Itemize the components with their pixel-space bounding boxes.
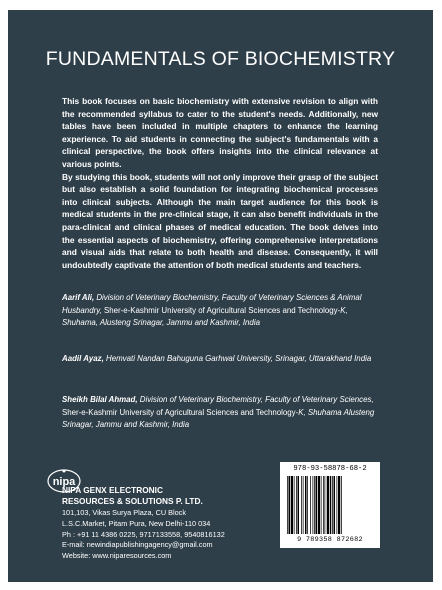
email-line: E-mail: newindiapublishingagency@gmail.com xyxy=(62,540,213,550)
author-entry xyxy=(62,394,380,432)
isbn-number: 978-93-58878-68-2 xyxy=(293,465,367,473)
author-name: Aarif Ali, xyxy=(62,293,95,302)
barcode-bar xyxy=(341,476,342,534)
barcode-bar xyxy=(321,476,322,534)
address-line: 101,103, Vikas Surya Plaza, CU Block xyxy=(62,508,186,517)
barcode-bar xyxy=(327,476,329,534)
author-affiliation: Division of Veterinary Biochemistry, Faculty of Veterinary Sciences, xyxy=(139,395,374,404)
barcode-bar xyxy=(289,476,291,534)
book-description xyxy=(62,95,378,271)
barcode-bars xyxy=(286,476,374,534)
author-entry xyxy=(62,292,380,330)
author-name: Aadil Ayaz, xyxy=(62,354,104,363)
barcode-bar xyxy=(298,476,300,534)
author-name: Sheikh Bilal Ahmad, xyxy=(62,395,138,404)
website-line: Website: www.niparesources.com xyxy=(62,551,172,561)
barcode-bar xyxy=(332,476,333,534)
back-cover xyxy=(8,10,433,582)
barcode-bar xyxy=(337,476,338,534)
publisher-name-line: NIPA GENX ELECTRONIC xyxy=(62,485,163,495)
author-affiliation: K, Shuhama Alusteng Srinagar, Jammu and Kashmir, India xyxy=(62,407,375,429)
barcode-bar xyxy=(287,476,288,534)
book-title: FUNDAMENTALS OF BIOCHEMISTRY xyxy=(45,48,396,70)
author-affiliation: Sher-e-Kashmir University of Agricultural Sciences and Technology- xyxy=(103,305,341,315)
barcode-bar xyxy=(305,476,307,534)
barcode-bar xyxy=(323,476,324,534)
barcode-bar xyxy=(313,476,314,534)
barcode-bar xyxy=(307,476,308,534)
isbn-barcode xyxy=(280,462,380,548)
barcode-bar xyxy=(303,476,304,534)
description-paragraph: This book focuses on basic biochemistry with extensive revision to align with the recommended syllabus to cater to the student's needs. Additionally, new tables have been included in multiple chapters to enhance the learning experience. To aid students in connecting the subject's fundamentals with a clinical perspective, the book offers insights into the clinical relevance at various points. xyxy=(62,96,378,169)
barcode-bar xyxy=(294,476,295,534)
barcode-bar xyxy=(310,476,311,534)
phone-line: Ph : +91 11 4386 0225, 9717133558, 9540816132 xyxy=(62,529,225,539)
publisher-name-line: RESOURCES & SOLUTIONS P. LTD. xyxy=(62,496,203,506)
logo-dot xyxy=(63,470,66,473)
author-entry xyxy=(62,353,380,366)
barcode-bar xyxy=(330,476,332,534)
author-affiliation: Hemvati Nandan Bahuguna Garhwal University, Srinagar, Uttarakhand India xyxy=(106,354,372,363)
description-paragraph: By studying this book, students will not only improve their grasp of the subject but also establish a solid foundation for integrating biochemical processes into clinical subjects. Although the main target audience for this book is medical students in the pre-clinical stage, it can also benefit individuals in the para-clinical and clinical phases of medical education. The book delves into the essential aspects of biochemistry, offering comprehensive interpretations and visual aids that relate to both health and disease. Consequently, it will undoubtedly captivate the attention of both medical students and teachers. xyxy=(62,171,378,270)
barcode-bar xyxy=(338,476,340,534)
barcode-bar xyxy=(314,476,315,534)
barcode-bar xyxy=(291,476,293,534)
address-line: L.S.C.Market, Pitam Pura, New Delhi-110 034 xyxy=(62,518,211,528)
publisher-contact xyxy=(62,508,225,562)
barcode-bar xyxy=(316,476,318,534)
barcode-bar xyxy=(325,476,326,534)
barcode-digits: 9 789358 872682 xyxy=(297,536,363,544)
barcode-bar xyxy=(301,476,302,534)
logo-text: nipa xyxy=(52,476,76,488)
author-affiliation: Division of Veterinary Biochemistry, Faculty of Veterinary Sciences & Animal Husbandry, xyxy=(62,293,362,315)
barcode-bar xyxy=(318,476,320,534)
barcode-bar xyxy=(296,476,297,534)
barcode-bar xyxy=(334,476,336,534)
publisher-name xyxy=(62,485,203,507)
author-affiliation: Sher-e-Kashmir University of Agricultural Sciences and Technology- xyxy=(62,407,299,417)
author-affiliation: K, Shuhama, Alusteng Srinagar, Jammu and Kashmir, India xyxy=(62,305,348,327)
